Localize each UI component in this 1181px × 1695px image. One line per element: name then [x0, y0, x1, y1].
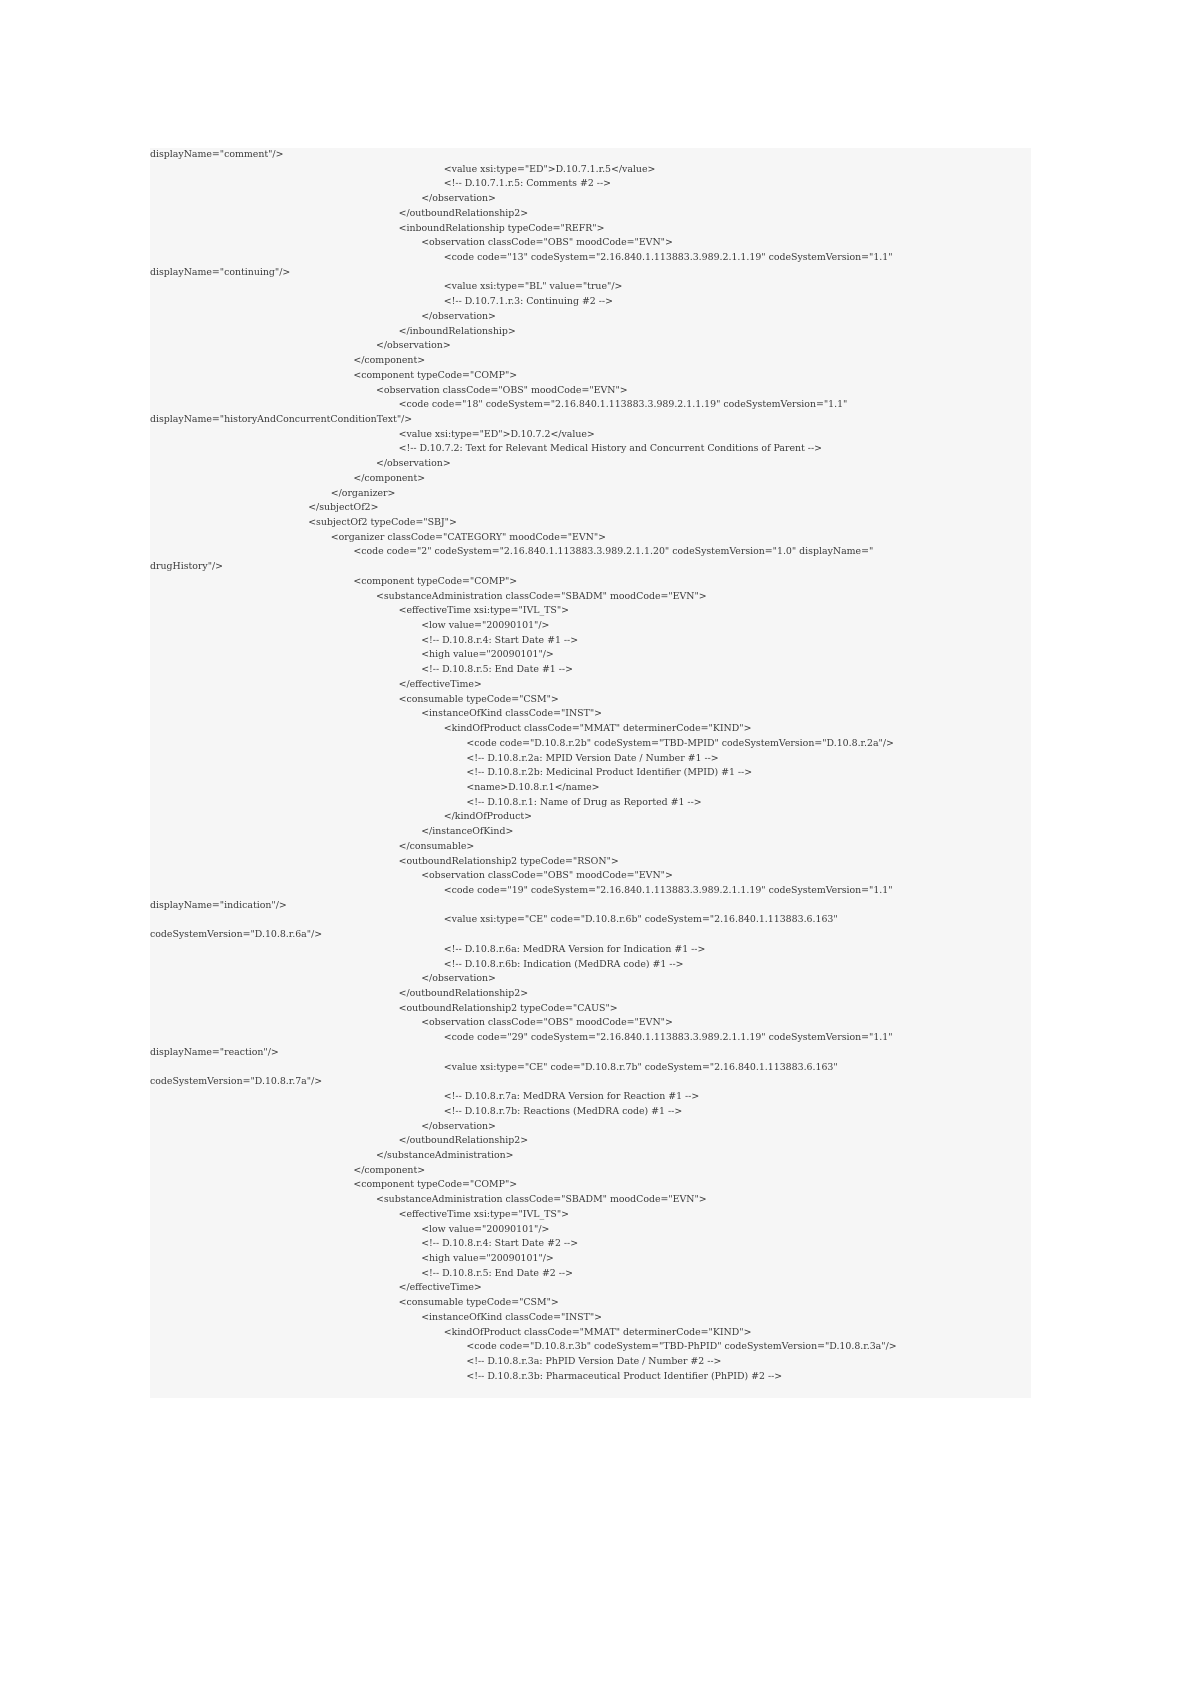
code-line: </instanceOfKind> [421, 826, 514, 838]
code-line: <value xsi:type="ED">D.10.7.1.r.5</value> [443, 163, 656, 175]
code-line: </observation> [421, 310, 496, 322]
code-line: </observation> [421, 1120, 496, 1132]
code-line: codeSystemVersion="D.10.8.r.7a"/> [150, 1076, 323, 1088]
code-line: <outboundRelationship2 typeCode="RSON"> [398, 855, 619, 867]
code-line: <instanceOfKind classCode="INST"> [421, 1311, 603, 1323]
code-line: <!-- D.10.8.r.3a: PhPID Version Date / Number #2 --> [466, 1356, 722, 1368]
code-line: <subjectOf2 typeCode="SBJ"> [308, 517, 457, 528]
code-line: displayName="comment"/> [150, 149, 284, 160]
code-line: <!-- D.10.8.r.5: End Date #2 --> [421, 1267, 573, 1279]
code-line: <observation classCode="OBS" moodCode="EVN"> [421, 870, 673, 882]
code-line: <consumable typeCode="CSM"> [398, 1297, 559, 1309]
code-line: <name>D.10.8.r.1</name> [466, 781, 600, 793]
code-line: displayName="indication"/> [150, 899, 287, 911]
code-line: <observation classCode="OBS" moodCode="EVN"> [421, 237, 673, 249]
code-line: <code code="19" codeSystem="2.16.840.1.113883.3.989.2.1.1.19" codeSystemVersion="1.1" [443, 885, 893, 896]
code-line: <!-- D.10.8.r.2b: Medicinal Product Identifier (MPID) #1 --> [466, 767, 753, 779]
code-line: </component> [353, 472, 426, 484]
code-line: displayName="historyAndConcurrentConditionText"/> [150, 413, 413, 425]
code-line: </substanceAdministration> [376, 1149, 514, 1161]
code-line: <observation classCode="OBS" moodCode="EVN"> [421, 1017, 673, 1029]
code-line: <!-- D.10.8.r.6a: MedDRA Version for Indication #1 --> [443, 943, 706, 955]
code-line: <low value="20090101"/> [421, 1223, 550, 1235]
code-line: <organizer classCode="CATEGORY" moodCode="EVN"> [330, 531, 606, 543]
code-line: <substanceAdministration classCode="SBADM" moodCode="EVN"> [376, 590, 707, 602]
code-line: <component typeCode="COMP"> [353, 575, 518, 587]
code-line: <!-- D.10.8.r.3b: Pharmaceutical Product Identifier (PhPID) #2 --> [466, 1370, 783, 1382]
code-line: <code code="18" codeSystem="2.16.840.1.113883.3.989.2.1.1.19" codeSystemVersion="1.1" [398, 399, 848, 411]
code-line: </component> [353, 355, 426, 367]
code-line: </subjectOf2> [308, 502, 379, 514]
code-line: <!-- D.10.8.r.4: Start Date #2 --> [421, 1238, 579, 1250]
code-line: drugHistory"/> [150, 561, 224, 573]
code-line: <inboundRelationship typeCode="REFR"> [398, 222, 605, 234]
code-line: </component> [353, 1164, 426, 1176]
code-line: <consumable typeCode="CSM"> [398, 693, 559, 705]
code-line: <high value="20090101"/> [421, 1253, 554, 1264]
code-line: displayName="continuing"/> [150, 266, 291, 278]
code-line: <effectiveTime xsi:type="IVL_TS"> [398, 1208, 570, 1220]
code-line: <value xsi:type="CE" code="D.10.8.r.6b" codeSystem="2.16.840.1.113883.6.163" [443, 914, 838, 926]
code-line: <value xsi:type="BL" value="true"/> [443, 281, 623, 293]
code-line: <kindOfProduct classCode="MMAT" determinerCode="KIND"> [443, 723, 752, 735]
code-line: <component typeCode="COMP"> [353, 369, 518, 381]
code-line: <!-- D.10.7.1.r.5: Comments #2 --> [443, 178, 611, 190]
code-line: <code code="D.10.8.r.2b" codeSystem="TBD-MPID" codeSystemVersion="D.10.8.r.2a"/> [466, 737, 894, 749]
code-line: <code code="2" codeSystem="2.16.840.1.113883.3.989.2.1.1.20" codeSystemVersion="1.0" displayName=" [353, 546, 874, 558]
code-line: <!-- D.10.7.1.r.3: Continuing #2 --> [443, 296, 613, 308]
code-line: <low value="20090101"/> [421, 620, 550, 632]
code-line: <!-- D.10.8.r.4: Start Date #1 --> [421, 634, 579, 646]
code-line: <!-- D.10.8.r.5: End Date #1 --> [421, 664, 573, 676]
code-line: <!-- D.10.7.2: Text for Relevant Medical History and Concurrent Conditions of Parent --> [398, 443, 822, 455]
code-line: </observation> [421, 193, 496, 205]
code-line: </observation> [376, 458, 451, 470]
code-line: <code code="D.10.8.r.3b" codeSystem="TBD-PhPID" codeSystemVersion="D.10.8.r.3a"/> [466, 1341, 897, 1353]
code-line: </outboundRelationship2> [398, 1135, 529, 1147]
code-line: <instanceOfKind classCode="INST"> [421, 708, 603, 720]
code-line: </consumable> [398, 840, 475, 852]
code-line: displayName="reaction"/> [150, 1046, 279, 1058]
code-line: <substanceAdministration classCode="SBADM" moodCode="EVN"> [376, 1194, 707, 1206]
code-line: <!-- D.10.8.r.1: Name of Drug as Reported #1 --> [466, 796, 702, 808]
code-line: </effectiveTime> [398, 1282, 482, 1294]
code-line: </inboundRelationship> [398, 325, 516, 337]
code-line: </effectiveTime> [398, 678, 482, 690]
code-line: </outboundRelationship2> [398, 207, 529, 219]
code-line: <observation classCode="OBS" moodCode="EVN"> [376, 384, 628, 396]
code-line: <!-- D.10.8.r.6b: Indication (MedDRA code) #1 --> [443, 958, 684, 970]
code-line: <kindOfProduct classCode="MMAT" determinerCode="KIND"> [443, 1326, 752, 1338]
code-line: </observation> [421, 973, 496, 985]
code-line: </outboundRelationship2> [398, 988, 529, 1000]
code-line: <component typeCode="COMP"> [353, 1179, 518, 1191]
code-line: <code code="13" codeSystem="2.16.840.1.113883.3.989.2.1.1.19" codeSystemVersion="1.1" [443, 252, 893, 264]
code-line: </observation> [376, 340, 451, 352]
code-line: <high value="20090101"/> [421, 649, 554, 661]
xml-code-block [150, 148, 1031, 1398]
code-line: </kindOfProduct> [443, 811, 533, 823]
code-line: <effectiveTime xsi:type="IVL_TS"> [398, 605, 570, 617]
code-line: <!-- D.10.8.r.7a: MedDRA Version for Reaction #1 --> [443, 1091, 700, 1103]
code-line: codeSystemVersion="D.10.8.r.6a"/> [150, 929, 323, 941]
code-line: <value xsi:type="CE" code="D.10.8.r.7b" codeSystem="2.16.840.1.113883.6.163" [443, 1061, 838, 1073]
code-line: <code code="29" codeSystem="2.16.840.1.113883.3.989.2.1.1.19" codeSystemVersion="1.1" [443, 1032, 893, 1044]
code-line: <!-- D.10.8.r.7b: Reactions (MedDRA code) #1 --> [443, 1105, 683, 1117]
code-line: <value xsi:type="ED">D.10.7.2</value> [398, 428, 595, 440]
code-line: </organizer> [330, 487, 396, 499]
code-line: <!-- D.10.8.r.2a: MPID Version Date / Number #1 --> [466, 752, 719, 764]
code-line: <outboundRelationship2 typeCode="CAUS"> [398, 1002, 618, 1014]
